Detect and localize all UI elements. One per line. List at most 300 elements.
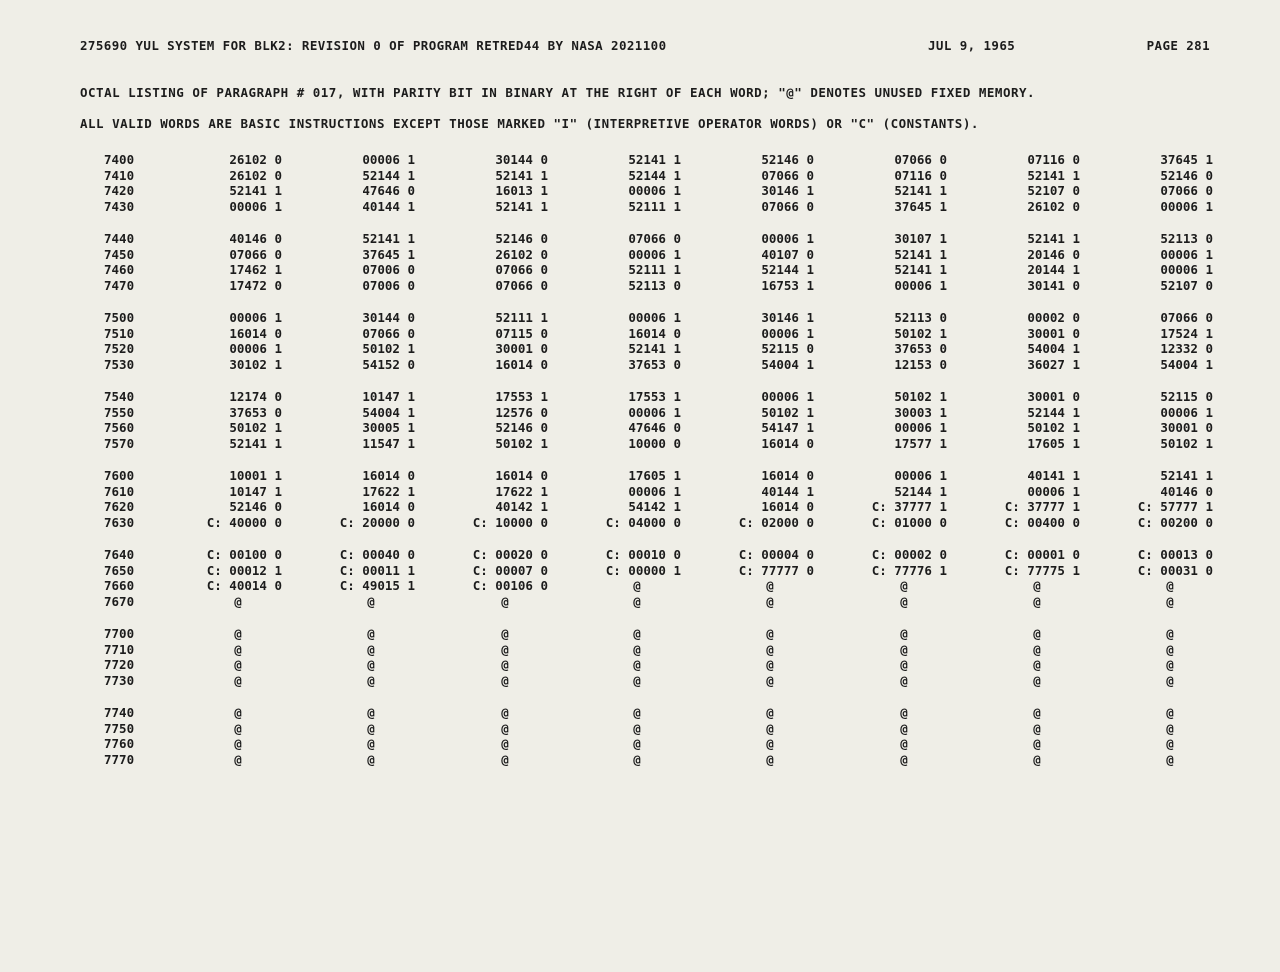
memory-word: 00006 1 bbox=[628, 183, 681, 199]
memory-word: C: 02000 0 bbox=[738, 515, 814, 531]
memory-word: 00006 1 bbox=[761, 231, 814, 246]
memory-word: C: 00013 0 bbox=[1137, 547, 1213, 562]
unused-memory-marker: @ bbox=[234, 705, 242, 720]
memory-word: 00006 1 bbox=[761, 325, 814, 341]
unused-memory-marker: @ bbox=[501, 736, 509, 752]
memory-word: 30001 0 bbox=[1160, 420, 1213, 436]
listing-row bbox=[0, 657, 1280, 672]
listing-row bbox=[0, 721, 1280, 736]
memory-word: 52141 1 bbox=[628, 152, 681, 167]
memory-word: 40107 0 bbox=[761, 246, 814, 262]
unused-memory-marker: @ bbox=[367, 673, 375, 689]
memory-word: 16013 1 bbox=[495, 183, 548, 199]
memory-word: 37653 0 bbox=[628, 357, 681, 373]
unused-memory-marker: @ bbox=[367, 594, 375, 610]
memory-word: 52141 1 bbox=[1027, 167, 1080, 183]
memory-word: 07066 0 bbox=[495, 262, 548, 278]
memory-word: 07006 0 bbox=[362, 278, 415, 294]
unused-memory-marker: @ bbox=[367, 641, 375, 657]
memory-word: 26102 0 bbox=[495, 246, 548, 262]
memory-word: 52107 0 bbox=[1027, 183, 1080, 199]
unused-memory-marker: @ bbox=[234, 720, 242, 736]
unused-memory-marker: @ bbox=[1166, 641, 1174, 657]
unused-memory-marker: @ bbox=[1033, 626, 1041, 641]
memory-word: 07066 0 bbox=[362, 325, 415, 341]
page-number: PAGE 281 bbox=[1146, 38, 1210, 53]
unused-memory-marker: @ bbox=[234, 752, 242, 768]
unused-memory-marker: @ bbox=[633, 657, 641, 673]
row-address: 7710 bbox=[104, 641, 135, 657]
memory-word: 52144 1 bbox=[362, 167, 415, 183]
row-address: 7650 bbox=[104, 562, 135, 578]
unused-memory-marker: @ bbox=[766, 594, 774, 610]
memory-word: 37653 0 bbox=[229, 404, 282, 420]
unused-memory-marker: @ bbox=[1033, 657, 1041, 673]
unused-memory-marker: @ bbox=[1166, 720, 1174, 736]
row-address: 7610 bbox=[104, 483, 135, 499]
memory-word: 00006 1 bbox=[628, 246, 681, 262]
listing-row bbox=[0, 310, 1280, 325]
memory-word: 52146 0 bbox=[761, 152, 814, 167]
memory-word: 10147 1 bbox=[362, 389, 415, 404]
listing-description-line-2: ALL VALID WORDS ARE BASIC INSTRUCTIONS EXCEPT THOSE MARKED "I" (INTERPRETIVE OPERATOR WORDS) OR "C" (CONSTANTS). bbox=[80, 116, 979, 131]
memory-word: 07116 0 bbox=[1027, 152, 1080, 167]
memory-word: 37645 1 bbox=[1160, 152, 1213, 167]
memory-word: 00006 1 bbox=[628, 483, 681, 499]
listing-row bbox=[0, 389, 1280, 404]
listing-row bbox=[0, 705, 1280, 720]
memory-word: 52144 1 bbox=[894, 483, 947, 499]
unused-memory-marker: @ bbox=[633, 673, 641, 689]
memory-word: 47646 0 bbox=[362, 183, 415, 199]
unused-memory-marker: @ bbox=[367, 752, 375, 768]
memory-word: 07115 0 bbox=[495, 325, 548, 341]
memory-word: 52111 1 bbox=[628, 199, 681, 215]
memory-word: C: 00012 1 bbox=[206, 562, 282, 578]
unused-memory-marker: @ bbox=[766, 720, 774, 736]
unused-memory-marker: @ bbox=[633, 594, 641, 610]
row-address: 7670 bbox=[104, 594, 135, 610]
memory-word: 30144 0 bbox=[362, 310, 415, 325]
memory-word: 00006 1 bbox=[229, 341, 282, 357]
unused-memory-marker: @ bbox=[633, 641, 641, 657]
unused-memory-marker: @ bbox=[234, 673, 242, 689]
memory-word: 54147 1 bbox=[761, 420, 814, 436]
memory-word: 17553 1 bbox=[495, 389, 548, 404]
listing-row bbox=[0, 547, 1280, 562]
memory-word: 07066 0 bbox=[761, 167, 814, 183]
row-address: 7400 bbox=[104, 152, 135, 167]
memory-word: 50102 1 bbox=[495, 436, 548, 452]
memory-word: C: 00400 0 bbox=[1004, 515, 1080, 531]
unused-memory-marker: @ bbox=[501, 752, 509, 768]
listing-row bbox=[0, 420, 1280, 435]
listing-row bbox=[0, 231, 1280, 246]
memory-word: C: 00020 0 bbox=[472, 547, 548, 562]
row-address: 7700 bbox=[104, 626, 135, 641]
listing-row bbox=[0, 183, 1280, 198]
listing-row bbox=[0, 578, 1280, 593]
memory-word: 10147 1 bbox=[229, 483, 282, 499]
row-address: 7600 bbox=[104, 468, 135, 483]
row-address: 7640 bbox=[104, 547, 135, 562]
listing-row bbox=[0, 436, 1280, 451]
memory-word: 54142 1 bbox=[628, 499, 681, 515]
listing-row bbox=[0, 499, 1280, 514]
row-address: 7440 bbox=[104, 231, 135, 246]
memory-word: 17622 1 bbox=[495, 483, 548, 499]
memory-word: 40146 0 bbox=[1160, 483, 1213, 499]
memory-word: 20146 0 bbox=[1027, 246, 1080, 262]
memory-word: C: 20000 0 bbox=[339, 515, 415, 531]
row-address: 7470 bbox=[104, 278, 135, 294]
unused-memory-marker: @ bbox=[1166, 752, 1174, 768]
row-address: 7720 bbox=[104, 657, 135, 673]
listing-row bbox=[0, 673, 1280, 688]
listing-row bbox=[0, 262, 1280, 277]
memory-word: C: 10000 0 bbox=[472, 515, 548, 531]
memory-word: 07066 0 bbox=[628, 231, 681, 246]
memory-word: C: 77776 1 bbox=[871, 562, 947, 578]
memory-word: C: 00000 1 bbox=[605, 562, 681, 578]
unused-memory-marker: @ bbox=[1033, 641, 1041, 657]
unused-memory-marker: @ bbox=[766, 673, 774, 689]
row-address: 7550 bbox=[104, 404, 135, 420]
memory-word: 07116 0 bbox=[894, 167, 947, 183]
unused-memory-marker: @ bbox=[900, 578, 908, 594]
unused-memory-marker: @ bbox=[501, 720, 509, 736]
memory-word: C: 49015 1 bbox=[339, 578, 415, 594]
memory-word: C: 40014 0 bbox=[206, 578, 282, 594]
row-address: 7420 bbox=[104, 183, 135, 199]
listing-row bbox=[0, 515, 1280, 530]
memory-word: C: 00011 1 bbox=[339, 562, 415, 578]
unused-memory-marker: @ bbox=[234, 641, 242, 657]
unused-memory-marker: @ bbox=[501, 657, 509, 673]
memory-word: 17577 1 bbox=[894, 436, 947, 452]
memory-word: 00006 1 bbox=[1160, 199, 1213, 215]
unused-memory-marker: @ bbox=[766, 578, 774, 594]
unused-memory-marker: @ bbox=[234, 657, 242, 673]
memory-word: 47646 0 bbox=[628, 420, 681, 436]
memory-word: C: 00031 0 bbox=[1137, 562, 1213, 578]
memory-word: 26102 0 bbox=[229, 152, 282, 167]
memory-word: 07066 0 bbox=[761, 199, 814, 215]
memory-word: 16014 0 bbox=[628, 325, 681, 341]
unused-memory-marker: @ bbox=[633, 626, 641, 641]
memory-word: 07066 0 bbox=[894, 152, 947, 167]
unused-memory-marker: @ bbox=[501, 626, 509, 641]
memory-word: 52113 0 bbox=[894, 310, 947, 325]
memory-word: 54004 1 bbox=[1027, 341, 1080, 357]
memory-word: 10000 0 bbox=[628, 436, 681, 452]
memory-word: 17524 1 bbox=[1160, 325, 1213, 341]
memory-word: 17622 1 bbox=[362, 483, 415, 499]
memory-word: 00006 1 bbox=[894, 278, 947, 294]
unused-memory-marker: @ bbox=[1166, 705, 1174, 720]
memory-word: 52141 1 bbox=[229, 436, 282, 452]
memory-word: 52141 1 bbox=[229, 183, 282, 199]
header-date: JUL 9, 1965 bbox=[928, 38, 1016, 53]
memory-word: 00006 1 bbox=[628, 310, 681, 325]
memory-word: 52141 1 bbox=[1027, 231, 1080, 246]
memory-word: 16014 0 bbox=[761, 436, 814, 452]
listing-row bbox=[0, 468, 1280, 483]
memory-word: 12174 0 bbox=[229, 389, 282, 404]
row-address: 7530 bbox=[104, 357, 135, 373]
memory-word: 52107 0 bbox=[1160, 278, 1213, 294]
unused-memory-marker: @ bbox=[766, 657, 774, 673]
unused-memory-marker: @ bbox=[367, 657, 375, 673]
memory-word: 52141 1 bbox=[894, 183, 947, 199]
listing-row bbox=[0, 152, 1280, 167]
listing-row bbox=[0, 405, 1280, 420]
unused-memory-marker: @ bbox=[1033, 673, 1041, 689]
memory-word: 37645 1 bbox=[362, 246, 415, 262]
memory-word: 50102 1 bbox=[1160, 436, 1213, 452]
memory-word: C: 00001 0 bbox=[1004, 547, 1080, 562]
unused-memory-marker: @ bbox=[1033, 578, 1041, 594]
unused-memory-marker: @ bbox=[367, 736, 375, 752]
unused-memory-marker: @ bbox=[1033, 752, 1041, 768]
unused-memory-marker: @ bbox=[900, 720, 908, 736]
memory-word: 30001 0 bbox=[495, 341, 548, 357]
unused-memory-marker: @ bbox=[501, 594, 509, 610]
memory-word: 17462 1 bbox=[229, 262, 282, 278]
listing-row bbox=[0, 357, 1280, 372]
memory-word: 00006 1 bbox=[628, 404, 681, 420]
memory-word: 54004 1 bbox=[362, 404, 415, 420]
memory-word: C: 00007 0 bbox=[472, 562, 548, 578]
memory-word: 52146 0 bbox=[229, 499, 282, 515]
unused-memory-marker: @ bbox=[1166, 657, 1174, 673]
row-address: 7410 bbox=[104, 167, 135, 183]
memory-word: 52144 1 bbox=[1027, 404, 1080, 420]
memory-word: C: 00200 0 bbox=[1137, 515, 1213, 531]
memory-word: 17553 1 bbox=[628, 389, 681, 404]
memory-word: 52113 0 bbox=[1160, 231, 1213, 246]
memory-word: 37653 0 bbox=[894, 341, 947, 357]
memory-word: 52146 0 bbox=[495, 231, 548, 246]
memory-word: 00006 1 bbox=[229, 310, 282, 325]
memory-word: 07066 0 bbox=[1160, 183, 1213, 199]
unused-memory-marker: @ bbox=[633, 736, 641, 752]
memory-word: 16014 0 bbox=[495, 357, 548, 373]
row-address: 7660 bbox=[104, 578, 135, 594]
listing-row bbox=[0, 752, 1280, 767]
memory-word: 07066 0 bbox=[495, 278, 548, 294]
row-address: 7430 bbox=[104, 199, 135, 215]
memory-word: 40141 1 bbox=[1027, 468, 1080, 483]
unused-memory-marker: @ bbox=[1166, 673, 1174, 689]
listing-row bbox=[0, 326, 1280, 341]
row-address: 7570 bbox=[104, 436, 135, 452]
memory-word: 30003 1 bbox=[894, 404, 947, 420]
listing-row bbox=[0, 341, 1280, 356]
memory-word: C: 01000 0 bbox=[871, 515, 947, 531]
memory-word: 16753 1 bbox=[761, 278, 814, 294]
memory-word: 30102 1 bbox=[229, 357, 282, 373]
listing-row bbox=[0, 626, 1280, 641]
memory-word: 50102 1 bbox=[894, 325, 947, 341]
memory-word: 00002 0 bbox=[1027, 310, 1080, 325]
memory-word: 12576 0 bbox=[495, 404, 548, 420]
memory-word: 07006 0 bbox=[362, 262, 415, 278]
memory-word: 00006 1 bbox=[1027, 483, 1080, 499]
row-address: 7500 bbox=[104, 310, 135, 325]
memory-word: 40146 0 bbox=[229, 231, 282, 246]
unused-memory-marker: @ bbox=[1033, 594, 1041, 610]
memory-word: 00006 1 bbox=[1160, 246, 1213, 262]
memory-word: 17605 1 bbox=[628, 468, 681, 483]
memory-word: C: 00002 0 bbox=[871, 547, 947, 562]
row-address: 7760 bbox=[104, 736, 135, 752]
memory-word: 17472 0 bbox=[229, 278, 282, 294]
unused-memory-marker: @ bbox=[900, 594, 908, 610]
memory-word: 17605 1 bbox=[1027, 436, 1080, 452]
memory-word: 50102 1 bbox=[894, 389, 947, 404]
memory-word: C: 40000 0 bbox=[206, 515, 282, 531]
unused-memory-marker: @ bbox=[234, 626, 242, 641]
memory-word: 52141 1 bbox=[894, 262, 947, 278]
memory-word: 40144 1 bbox=[362, 199, 415, 215]
unused-memory-marker: @ bbox=[234, 736, 242, 752]
unused-memory-marker: @ bbox=[900, 752, 908, 768]
memory-word: 36027 1 bbox=[1027, 357, 1080, 373]
memory-word: 30107 1 bbox=[894, 231, 947, 246]
memory-word: 52144 1 bbox=[628, 167, 681, 183]
memory-word: 52113 0 bbox=[628, 278, 681, 294]
memory-word: C: 00106 0 bbox=[472, 578, 548, 594]
unused-memory-marker: @ bbox=[501, 705, 509, 720]
memory-word: 30146 1 bbox=[761, 310, 814, 325]
unused-memory-marker: @ bbox=[1166, 578, 1174, 594]
memory-word: 12153 0 bbox=[894, 357, 947, 373]
unused-memory-marker: @ bbox=[766, 641, 774, 657]
memory-word: C: 00010 0 bbox=[605, 547, 681, 562]
unused-memory-marker: @ bbox=[766, 736, 774, 752]
memory-word: 54004 1 bbox=[1160, 357, 1213, 373]
memory-word: 10001 1 bbox=[229, 468, 282, 483]
memory-word: 30005 1 bbox=[362, 420, 415, 436]
row-address: 7510 bbox=[104, 325, 135, 341]
unused-memory-marker: @ bbox=[1166, 594, 1174, 610]
memory-word: 00006 1 bbox=[362, 152, 415, 167]
unused-memory-marker: @ bbox=[367, 705, 375, 720]
memory-word: 30146 1 bbox=[761, 183, 814, 199]
memory-word: 00006 1 bbox=[894, 420, 947, 436]
row-address: 7630 bbox=[104, 515, 135, 531]
row-address: 7540 bbox=[104, 389, 135, 404]
memory-word: 00006 1 bbox=[229, 199, 282, 215]
memory-word: C: 77775 1 bbox=[1004, 562, 1080, 578]
memory-word: 16014 0 bbox=[362, 499, 415, 515]
memory-word: 26102 0 bbox=[229, 167, 282, 183]
row-address: 7520 bbox=[104, 341, 135, 357]
memory-word: 11547 1 bbox=[362, 436, 415, 452]
unused-memory-marker: @ bbox=[1033, 736, 1041, 752]
memory-word: 54004 1 bbox=[761, 357, 814, 373]
listing-row bbox=[0, 199, 1280, 214]
unused-memory-marker: @ bbox=[367, 720, 375, 736]
memory-word: 16014 0 bbox=[362, 468, 415, 483]
row-address: 7460 bbox=[104, 262, 135, 278]
memory-word: 12332 0 bbox=[1160, 341, 1213, 357]
memory-word: 54152 0 bbox=[362, 357, 415, 373]
memory-word: C: 37777 1 bbox=[1004, 499, 1080, 515]
memory-word: C: 00040 0 bbox=[339, 547, 415, 562]
memory-word: 16014 0 bbox=[761, 468, 814, 483]
memory-word: 00006 1 bbox=[761, 389, 814, 404]
unused-memory-marker: @ bbox=[900, 657, 908, 673]
memory-word: 50102 1 bbox=[362, 341, 415, 357]
memory-word: C: 37777 1 bbox=[871, 499, 947, 515]
unused-memory-marker: @ bbox=[1033, 720, 1041, 736]
memory-word: C: 00004 0 bbox=[738, 547, 814, 562]
memory-word: 52111 1 bbox=[495, 310, 548, 325]
row-address: 7740 bbox=[104, 705, 135, 720]
memory-word: 40142 1 bbox=[495, 499, 548, 515]
memory-word: 30141 0 bbox=[1027, 278, 1080, 294]
listing-row bbox=[0, 563, 1280, 578]
memory-word: C: 00100 0 bbox=[206, 547, 282, 562]
memory-word: 16014 0 bbox=[761, 499, 814, 515]
unused-memory-marker: @ bbox=[633, 578, 641, 594]
unused-memory-marker: @ bbox=[501, 673, 509, 689]
listing-row bbox=[0, 594, 1280, 609]
memory-word: 16014 0 bbox=[229, 325, 282, 341]
row-address: 7770 bbox=[104, 752, 135, 768]
memory-word: 52111 1 bbox=[628, 262, 681, 278]
memory-word: 52146 0 bbox=[1160, 167, 1213, 183]
memory-word: 00006 1 bbox=[894, 468, 947, 483]
unused-memory-marker: @ bbox=[900, 736, 908, 752]
memory-word: 52146 0 bbox=[495, 420, 548, 436]
unused-memory-marker: @ bbox=[900, 641, 908, 657]
unused-memory-marker: @ bbox=[1166, 626, 1174, 641]
memory-word: 00006 1 bbox=[1160, 404, 1213, 420]
memory-word: 07066 0 bbox=[229, 246, 282, 262]
listing-row bbox=[0, 278, 1280, 293]
listing-row bbox=[0, 247, 1280, 262]
memory-word: 30001 0 bbox=[1027, 325, 1080, 341]
unused-memory-marker: @ bbox=[367, 626, 375, 641]
memory-word: 30001 0 bbox=[1027, 389, 1080, 404]
memory-word: 50102 1 bbox=[761, 404, 814, 420]
unused-memory-marker: @ bbox=[900, 705, 908, 720]
listing-description-line-1: OCTAL LISTING OF PARAGRAPH # 017, WITH PARITY BIT IN BINARY AT THE RIGHT OF EACH WORD; "@" DENOTES UNUSED FIXED MEMORY. bbox=[80, 85, 1036, 100]
unused-memory-marker: @ bbox=[1033, 705, 1041, 720]
header-title: 275690 YUL SYSTEM FOR BLK2: REVISION 0 OF PROGRAM RETRED44 BY NASA 2021100 bbox=[80, 38, 667, 53]
unused-memory-marker: @ bbox=[234, 594, 242, 610]
memory-word: 52144 1 bbox=[761, 262, 814, 278]
memory-word: 30144 0 bbox=[495, 152, 548, 167]
memory-word: 52141 1 bbox=[495, 199, 548, 215]
memory-word: 52141 1 bbox=[894, 246, 947, 262]
row-address: 7450 bbox=[104, 246, 135, 262]
memory-word: 40144 1 bbox=[761, 483, 814, 499]
memory-word: 52141 1 bbox=[362, 231, 415, 246]
memory-word: 20144 1 bbox=[1027, 262, 1080, 278]
memory-word: 52141 1 bbox=[628, 341, 681, 357]
unused-memory-marker: @ bbox=[633, 752, 641, 768]
unused-memory-marker: @ bbox=[766, 752, 774, 768]
unused-memory-marker: @ bbox=[501, 641, 509, 657]
listing-row bbox=[0, 168, 1280, 183]
memory-word: 52141 1 bbox=[495, 167, 548, 183]
row-address: 7750 bbox=[104, 720, 135, 736]
memory-word: 00006 1 bbox=[1160, 262, 1213, 278]
